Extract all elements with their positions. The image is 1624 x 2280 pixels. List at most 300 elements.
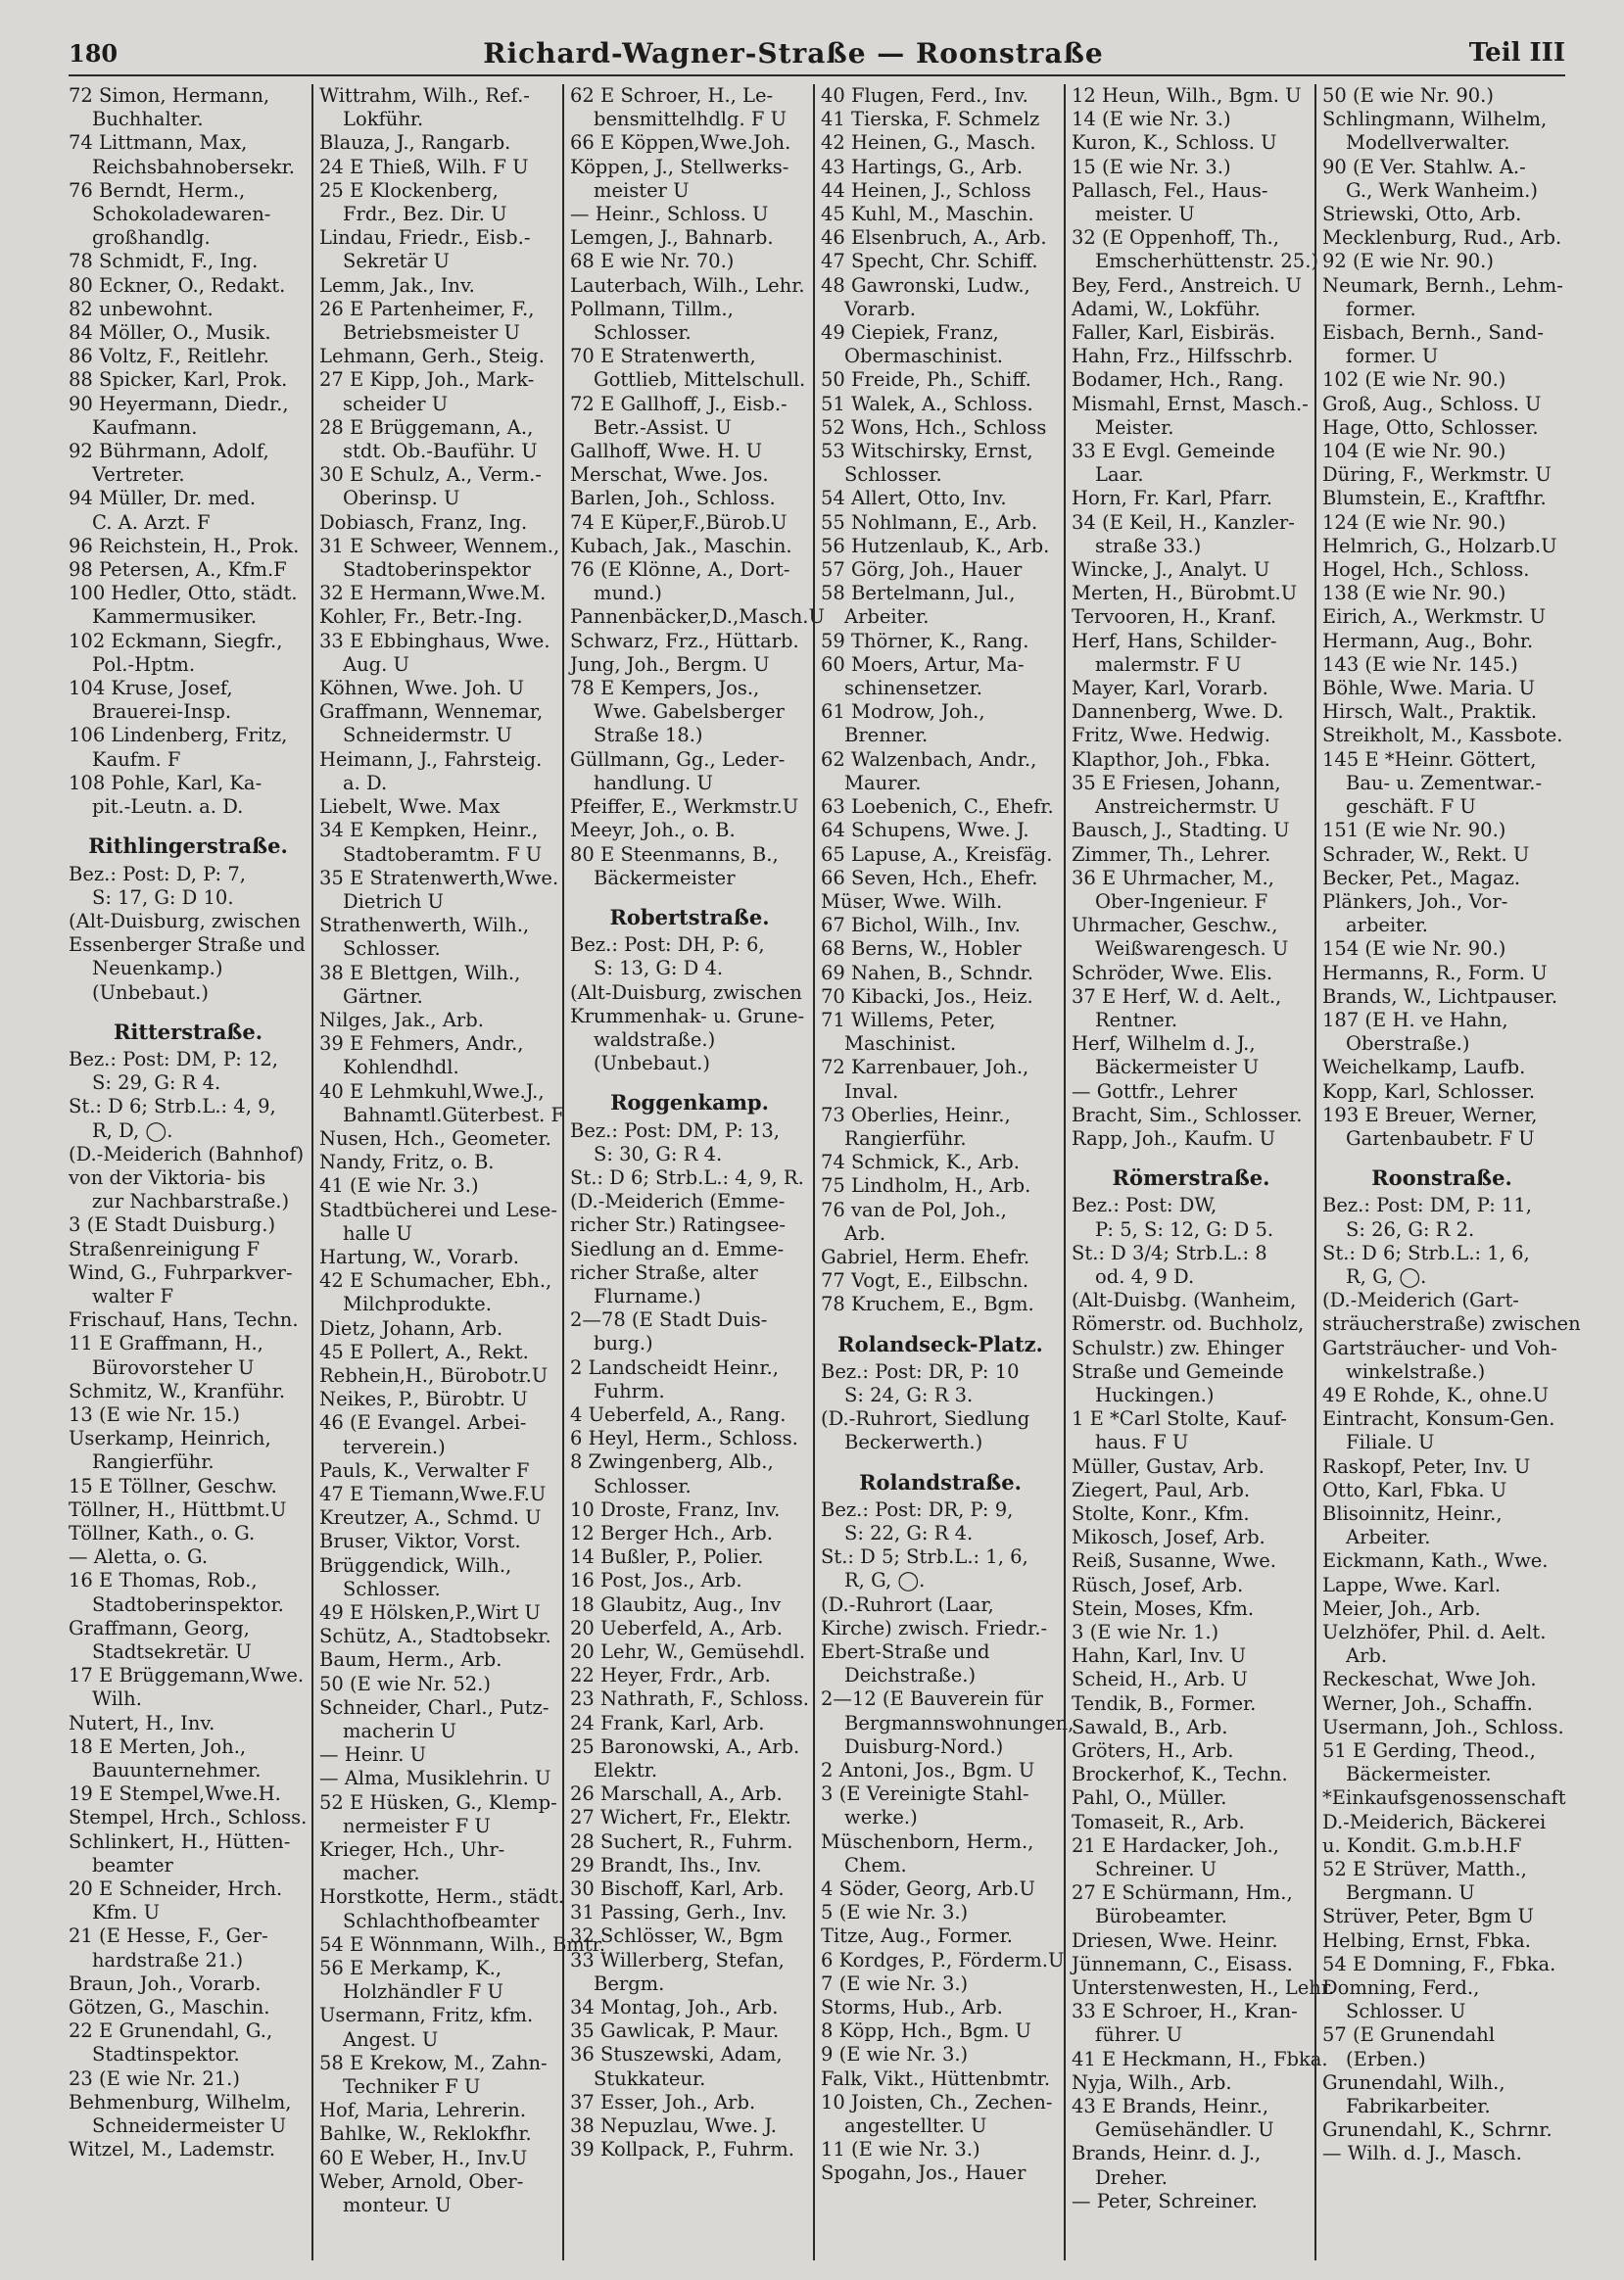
column-6 bbox=[1314, 84, 1581, 2260]
directory-entry: Maschinist. bbox=[844, 1032, 957, 1056]
directory-entry: 36 E Uhrmacher, M., bbox=[1072, 866, 1274, 889]
directory-entry: 32 Schlösser, W., Bgm bbox=[570, 1924, 784, 1948]
directory-entry: Mikosch, Josef, Arb. bbox=[1072, 1526, 1266, 1549]
directory-entry: St.: D 5; Strb.L.: 1, 6, bbox=[821, 1545, 1028, 1569]
directory-entry: 35 E Stratenwerth,Wwe. bbox=[319, 866, 559, 889]
directory-entry: 46 (E Evangel. Arbei- bbox=[319, 1411, 527, 1435]
directory-entry: 78 Kruchem, E., Bgm. bbox=[821, 1293, 1034, 1316]
directory-entry: 27 E Kipp, Joh., Mark- bbox=[319, 368, 535, 392]
directory-entry: 108 Pohle, Karl, Ka- bbox=[69, 771, 263, 794]
directory-entry: 60 Moers, Artur, Ma- bbox=[821, 652, 1025, 676]
directory-entry: Mayer, Karl, Vorarb. bbox=[1072, 677, 1268, 700]
directory-entry: Kirche) zwisch. Friedr.- bbox=[821, 1616, 1048, 1639]
directory-entry: Titze, Aug., Former. bbox=[821, 1924, 1013, 1948]
directory-entry: Frischauf, Hans, Techn. bbox=[69, 1308, 299, 1332]
directory-entry: 11 E Graffmann, H., bbox=[69, 1332, 263, 1355]
directory-entry: G., Werk Wanheim.) bbox=[1346, 178, 1538, 202]
directory-entry: Hermanns, R., Form. U bbox=[1322, 961, 1548, 984]
directory-entry: 62 E Schroer, H., Le- bbox=[570, 84, 774, 107]
directory-entry: 68 E wie Nr. 70.) bbox=[570, 250, 735, 273]
directory-entry: Merschat, Wwe. Jos. bbox=[570, 463, 769, 487]
directory-entry: Schlosser. bbox=[594, 321, 692, 345]
directory-entry: 11 (E wie Nr. 3.) bbox=[821, 2138, 980, 2161]
directory-entry: 66 E Köppen,Wwe.Joh. bbox=[570, 131, 791, 155]
directory-entry: Chem. bbox=[844, 1853, 907, 1876]
directory-entry: Gärtner. bbox=[343, 984, 423, 1008]
directory-entry: Tendik, B., Former. bbox=[1072, 1691, 1257, 1715]
directory-entry: 49 E Hölsken,P.,Wirt U bbox=[319, 1601, 541, 1624]
directory-entry: Rentner. bbox=[1095, 1008, 1178, 1031]
directory-entry: — Peter, Schreiner. bbox=[1072, 2189, 1258, 2212]
directory-entry: 33 E Schroer, H., Kran- bbox=[1072, 2000, 1298, 2023]
directory-entry: 50 (E wie Nr. 90.) bbox=[1322, 84, 1494, 107]
directory-entry: Rangierführ. bbox=[844, 1126, 967, 1150]
directory-entry: 46 Elsenbruch, A., Arb. bbox=[821, 226, 1047, 250]
directory-entry: führer. U bbox=[1095, 2023, 1183, 2047]
page-title: Richard-Wagner-Straße — Roonstraße bbox=[483, 36, 1104, 70]
directory-entry: Stempel, Hrch., Schloss. bbox=[69, 1806, 308, 1829]
directory-entry: — Heinr. U bbox=[319, 1743, 427, 1767]
directory-entry: Schlosser. bbox=[594, 1474, 692, 1497]
directory-entry: 5 (E wie Nr. 3.) bbox=[821, 1901, 969, 1924]
directory-entry: Uelzhöfer, Phil. d. Aelt. bbox=[1322, 1621, 1547, 1643]
directory-entry: 51 E Gerding, Theod., bbox=[1322, 1739, 1536, 1763]
directory-entry: Brauerei-Insp. bbox=[92, 700, 232, 724]
directory-entry: Tervooren, H., Kranf. bbox=[1072, 605, 1277, 629]
directory-entry: Fritz, Wwe. Hedwig. bbox=[1072, 724, 1270, 747]
directory-entry: Gallhoff, Wwe. H. U bbox=[570, 440, 763, 463]
directory-entry: 94 Müller, Dr. med. bbox=[69, 487, 257, 510]
directory-entry: Striewski, Otto, Arb. bbox=[1322, 203, 1522, 226]
column-5 bbox=[1064, 84, 1335, 2260]
directory-entry: Heimann, J., Fahrsteig. bbox=[319, 747, 543, 771]
directory-entry: 77 Vogt, E., Eilbschn. bbox=[821, 1269, 1029, 1293]
directory-entry: former. bbox=[1346, 297, 1416, 320]
directory-entry: Ziegert, Paul, Arb. bbox=[1072, 1478, 1251, 1501]
directory-entry: Wilh. bbox=[92, 1687, 142, 1711]
directory-entry: Faller, Karl, Eisbiräs. bbox=[1072, 321, 1275, 345]
directory-entry: Bergm. bbox=[594, 1971, 665, 1995]
directory-entry: 41 (E wie Nr. 3.) bbox=[319, 1174, 479, 1198]
directory-entry: Schlingmann, Wilhelm, bbox=[1322, 108, 1548, 131]
directory-entry: S: 26, G: R 2. bbox=[1346, 1217, 1475, 1241]
directory-entry: 138 (E wie Nr. 90.) bbox=[1322, 582, 1506, 605]
directory-entry: Stadtoberinspektor bbox=[343, 558, 531, 582]
directory-entry: Emscherhüttenstr. 25.) bbox=[1095, 250, 1319, 273]
directory-entry: richer Straße, alter bbox=[570, 1260, 758, 1284]
directory-entry: Hermann, Aug., Bohr. bbox=[1322, 629, 1534, 652]
directory-entry: Wind, G., Fuhrparkver- bbox=[69, 1260, 293, 1284]
directory-entry: 32 E Hermann,Wwe.M. bbox=[319, 582, 547, 605]
directory-entry: Kohler, Fr., Betr.-Ing. bbox=[319, 605, 523, 629]
directory-entry: Holzhändler F U bbox=[343, 1980, 503, 2004]
directory-entry: Jung, Joh., Bergm. U bbox=[570, 652, 770, 676]
directory-entry: 187 (E H. ve Hahn, bbox=[1322, 1008, 1508, 1031]
directory-entry: Meier, Joh., Arb. bbox=[1322, 1596, 1481, 1620]
directory-entry: Nyja, Wilh., Arb. bbox=[1072, 2070, 1232, 2094]
directory-entry: Frdr., Bez. Dir. U bbox=[343, 203, 507, 226]
directory-entry: 86 Voltz, F., Reitlehr. bbox=[69, 345, 269, 368]
directory-entry: Streikholt, M., Kassbote. bbox=[1322, 724, 1563, 747]
directory-entry: 90 Heyermann, Diedr., bbox=[69, 392, 289, 415]
directory-entry: Becker, Pet., Magaz. bbox=[1322, 866, 1521, 889]
directory-entry: St.: D 6; Strb.L.: 1, 6, bbox=[1322, 1241, 1530, 1264]
directory-entry: 64 Schupens, Wwe. J. bbox=[821, 819, 1029, 842]
directory-entry: 72 E Gallhoff, J., Eisb.- bbox=[570, 392, 788, 415]
directory-entry: Horstkotte, Herm., städt. bbox=[319, 1885, 565, 1909]
directory-entry: Vertreter. bbox=[92, 463, 185, 487]
column-3 bbox=[562, 84, 825, 2260]
directory-entry: 15 E Töllner, Geschw. bbox=[69, 1474, 277, 1497]
directory-entry: Nutert, H., Inv. bbox=[69, 1711, 215, 1734]
part-label: Teil III bbox=[1468, 38, 1565, 68]
directory-entry: 100 Hedler, Otto, städt. bbox=[69, 582, 298, 605]
directory-entry: 18 E Merten, Joh., bbox=[69, 1734, 247, 1758]
directory-entry: Stukkateur. bbox=[594, 2066, 706, 2090]
directory-entry: Böhle, Wwe. Maria. U bbox=[1322, 677, 1536, 700]
directory-entry: Baum, Herm., Arb. bbox=[319, 1648, 502, 1672]
directory-entry: Blumstein, E., Kraftfhr. bbox=[1322, 487, 1547, 510]
directory-entry: Bey, Ferd., Anstreich. U bbox=[1072, 273, 1302, 297]
directory-entry: Düring, F., Werkmstr. U bbox=[1322, 463, 1552, 487]
directory-entry: Kammermusiker. bbox=[92, 605, 258, 629]
directory-entry: Stadtoberinspektor. bbox=[92, 1592, 284, 1616]
directory-entry: pit.-Leutn. a. D. bbox=[92, 795, 244, 819]
directory-entry: Meeyr, Joh., o. B. bbox=[570, 819, 736, 842]
directory-entry: (Alt-Duisburg, zwischen bbox=[570, 980, 802, 1004]
directory-entry: Fabrikarbeiter. bbox=[1346, 2095, 1491, 2118]
directory-entry: Strathenwerth, Wilh., bbox=[319, 914, 530, 937]
directory-entry: Kopp, Karl, Schlosser. bbox=[1322, 1079, 1536, 1103]
directory-entry: Adami, W., Lokführ. bbox=[1072, 297, 1261, 320]
directory-entry: Straßenreinigung F bbox=[69, 1237, 260, 1260]
directory-entry: bensmittelhdlg. F U bbox=[594, 108, 788, 131]
directory-entry: geschäft. F U bbox=[1346, 795, 1476, 819]
directory-entry: 21 (E Hesse, F., Ger- bbox=[69, 1924, 268, 1948]
directory-entry: 71 Willems, Peter, bbox=[821, 1008, 996, 1031]
directory-entry: 15 (E wie Nr. 3.) bbox=[1072, 155, 1231, 178]
directory-entry: a. D. bbox=[343, 771, 388, 794]
directory-entry: 21 E Hardacker, Joh., bbox=[1072, 1833, 1279, 1857]
directory-entry: Jünnemann, C., Eisass. bbox=[1072, 1952, 1293, 1975]
directory-entry: 51 Walek, A., Schloss. bbox=[821, 392, 1033, 415]
directory-entry: 34 E Kempken, Heinr., bbox=[319, 819, 539, 842]
directory-entry: Modellverwalter. bbox=[1346, 131, 1510, 155]
directory-entry: malermstr. F U bbox=[1095, 652, 1242, 676]
directory-entry: 33 Willerberg, Stefan, bbox=[570, 1948, 785, 1971]
directory-entry: Kaufmann. bbox=[92, 415, 198, 439]
directory-entry: 20 Ueberfeld, A., Arb. bbox=[570, 1616, 783, 1639]
directory-entry: Graffmann, Georg, bbox=[69, 1616, 250, 1639]
directory-entry: (D.-Ruhrort (Laar, bbox=[821, 1592, 994, 1616]
directory-entry: Mismahl, Ernst, Masch.- bbox=[1072, 392, 1309, 415]
directory-entry: meister U bbox=[594, 178, 690, 202]
page-header bbox=[69, 31, 1565, 76]
directory-entry: 22 Heyer, Frdr., Arb. bbox=[570, 1664, 771, 1687]
directory-entry: Bäckermeister U bbox=[1095, 1056, 1260, 1079]
directory-entry: Dietz, Johann, Arb. bbox=[319, 1316, 503, 1340]
directory-entry: Hahn, Karl, Inv. U bbox=[1072, 1644, 1247, 1668]
directory-entry: Dobiasch, Franz, Ing. bbox=[319, 510, 528, 534]
directory-entry: Lehmann, Gerh., Steig. bbox=[319, 345, 545, 368]
street-heading: Ritterstraße. bbox=[113, 1019, 263, 1044]
directory-entry: Techniker F U bbox=[343, 2075, 481, 2099]
directory-entry: Schneidermstr. U bbox=[343, 724, 512, 747]
directory-entry: 33 E Ebbinghaus, Wwe. bbox=[319, 629, 550, 652]
directory-entry: Neuenkamp.) bbox=[92, 957, 223, 980]
directory-entry: 49 Ciepiek, Franz, bbox=[821, 321, 999, 345]
directory-entry: Kfm. U bbox=[92, 1901, 161, 1924]
directory-entry: Plänkers, Joh., Vor- bbox=[1322, 889, 1508, 913]
directory-entry: Bauunternehmer. bbox=[92, 1759, 262, 1782]
directory-entry: Flurname.) bbox=[594, 1284, 701, 1307]
directory-entry: 8 Köpp, Hch., Bgm. U bbox=[821, 2019, 1031, 2043]
directory-entry: 62 Walzenbach, Andr., bbox=[821, 747, 1037, 771]
directory-entry: Dietrich U bbox=[343, 889, 444, 913]
directory-entry: Kuron, K., Schloss. U bbox=[1072, 131, 1277, 155]
directory-entry: 24 E Thieß, Wilh. F U bbox=[319, 155, 529, 178]
directory-entry: 30 Bischoff, Karl, Arb. bbox=[570, 1877, 785, 1901]
directory-entry: 50 Freide, Ph., Schiff. bbox=[821, 368, 1031, 392]
directory-entry: Brands, W., Lichtpauser. bbox=[1322, 984, 1558, 1008]
directory-entry: 104 (E wie Nr. 90.) bbox=[1322, 440, 1506, 463]
directory-entry: Ober-Ingenieur. F bbox=[1095, 889, 1268, 913]
directory-entry: 27 E Schürmann, Hm., bbox=[1072, 1881, 1293, 1905]
directory-entry: Duisburg-Nord.) bbox=[844, 1734, 1004, 1758]
directory-entry: Uhrmacher, Geschw., bbox=[1072, 914, 1278, 937]
directory-entry: Userkamp, Heinrich, bbox=[69, 1427, 271, 1450]
directory-entry: 76 van de Pol, Joh., bbox=[821, 1198, 1007, 1221]
directory-entry: 37 E Herf, W. d. Aelt., bbox=[1072, 984, 1282, 1008]
directory-entry: Scheid, H., Arb. U bbox=[1072, 1668, 1248, 1691]
directory-entry: Hirsch, Walt., Praktik. bbox=[1322, 700, 1538, 724]
directory-entry: — Aletta, o. G. bbox=[69, 1545, 209, 1569]
directory-entry: Kaufm. F bbox=[92, 747, 181, 771]
directory-entry: Bau- u. Zementwar.- bbox=[1346, 771, 1543, 794]
directory-entry: Herf, Hans, Schilder- bbox=[1072, 629, 1277, 652]
directory-entry: Pol.-Hptm. bbox=[92, 652, 196, 676]
directory-entry: winkelstraße.) bbox=[1346, 1359, 1486, 1383]
directory-entry: Gabriel, Herm. Ehefr. bbox=[821, 1245, 1030, 1268]
directory-entry: Bodamer, Hch., Rang. bbox=[1072, 368, 1284, 392]
directory-entry: 45 E Pollert, A., Rekt. bbox=[319, 1340, 529, 1363]
directory-entry: Eirich, A., Werkmstr. U bbox=[1322, 605, 1547, 629]
directory-entry: Brenner. bbox=[844, 724, 929, 747]
directory-entry: 73 Oberlies, Heinr., bbox=[821, 1103, 1011, 1126]
directory-entry: 34 (E Keil, H., Kanzler- bbox=[1072, 510, 1295, 534]
directory-entry: 47 Specht, Chr. Schiff. bbox=[821, 250, 1038, 273]
directory-entry: 58 Bertelmann, Jul., bbox=[821, 582, 1016, 605]
directory-entry: Schulstr.) zw. Ehinger bbox=[1072, 1336, 1284, 1359]
directory-entry: werke.) bbox=[844, 1806, 918, 1829]
directory-entry: 92 Bührmann, Adolf, bbox=[69, 440, 269, 463]
directory-entry: Siedlung an d. Emme- bbox=[570, 1237, 785, 1260]
directory-entry: R, G, ◯. bbox=[1346, 1264, 1427, 1288]
directory-entry: 76 Berndt, Herm., bbox=[69, 178, 246, 202]
directory-entry: Schlosser. U bbox=[1346, 2000, 1466, 2023]
directory-entry: 68 Berns, W., Hobler bbox=[821, 937, 1022, 961]
directory-entry: 40 E Lehmkuhl,Wwe.J., bbox=[319, 1079, 545, 1103]
directory-entry: S: 29, G: R 4. bbox=[92, 1071, 221, 1095]
directory-entry: Gemüsehändler. U bbox=[1095, 2118, 1274, 2142]
directory-entry: Hahn, Frz., Hilfsschrb. bbox=[1072, 345, 1294, 368]
directory-entry: straße 33.) bbox=[1095, 534, 1202, 557]
directory-entry: 154 (E wie Nr. 90.) bbox=[1322, 937, 1506, 961]
directory-entry: Eickmann, Kath., Wwe. bbox=[1322, 1549, 1549, 1573]
directory-entry: 38 Nepuzlau, Wwe. J. bbox=[570, 2114, 777, 2138]
directory-entry: Weißwarengesch. U bbox=[1095, 937, 1289, 961]
directory-entry: R, G, ◯. bbox=[844, 1569, 926, 1592]
directory-entry: Milchprodukte. bbox=[343, 1293, 492, 1316]
directory-entry: Lemm, Jak., Inv. bbox=[319, 273, 475, 297]
directory-entry: 102 (E wie Nr. 90.) bbox=[1322, 368, 1506, 392]
directory-entry: 80 Eckner, O., Redakt. bbox=[69, 273, 286, 297]
directory-entry: Bergmann. U bbox=[1346, 1881, 1475, 1905]
directory-entry: Pfeiffer, E., Werkmstr.U bbox=[570, 795, 799, 819]
directory-entry: *Einkaufsgenossenschaft bbox=[1322, 1786, 1566, 1810]
directory-entry: 52 E Hüsken, G., Klemp- bbox=[319, 1790, 557, 1814]
directory-entry: 65 Lapuse, A., Kreisfäg. bbox=[821, 842, 1053, 866]
directory-entry: Bahnamtl.Güterbest. F bbox=[343, 1103, 565, 1126]
directory-entry: nermeister F U bbox=[343, 1814, 491, 1837]
directory-entry: Schlosser. bbox=[343, 1577, 441, 1600]
directory-entry: 36 Stuszewski, Adam, bbox=[570, 2043, 783, 2066]
directory-entry: Grunendahl, Wilh., bbox=[1322, 2070, 1505, 2094]
directory-entry: Götzen, G., Maschin. bbox=[69, 1996, 270, 2019]
street-heading: Römerstraße. bbox=[1112, 1165, 1270, 1191]
directory-entry: Tomaseit, R., Arb. bbox=[1072, 1810, 1245, 1833]
directory-entry: Rüsch, Josef, Arb. bbox=[1072, 1573, 1244, 1596]
directory-entry: S: 22, G: R 4. bbox=[844, 1521, 974, 1544]
directory-entry: St.: D 6; Strb.L.: 4, 9, bbox=[69, 1095, 276, 1118]
directory-entry: 96 Reichstein, H., Prok. bbox=[69, 534, 300, 557]
directory-entry: — Heinr., Schloss. U bbox=[570, 203, 769, 226]
directory-entry: Vorarb. bbox=[844, 297, 916, 320]
directory-entry: Brüggendick, Wilh., bbox=[319, 1553, 512, 1577]
directory-entry: 30 E Schulz, A., Verm.- bbox=[319, 463, 542, 487]
directory-entry: Witzel, M., Lademstr. bbox=[69, 2138, 276, 2161]
directory-entry: (Alt-Duisbg. (Wanheim, bbox=[1072, 1289, 1297, 1312]
directory-entry: 41 Tierska, F. Schmelz bbox=[821, 108, 1040, 131]
directory-entry: (D.-Meiderich (Gart- bbox=[1322, 1289, 1519, 1312]
directory-entry: 72 Karrenbauer, Joh., bbox=[821, 1056, 1029, 1079]
directory-entry: Herf, Wilhelm d. J., bbox=[1072, 1032, 1256, 1056]
directory-entry: 74 Littmann, Max, bbox=[69, 131, 248, 155]
street-heading: Roggenkamp. bbox=[610, 1090, 769, 1116]
directory-entry: 20 E Schneider, Hrch. bbox=[69, 1877, 283, 1901]
directory-entry: 52 Wons, Hch., Schloss bbox=[821, 415, 1047, 439]
directory-entry: Elektr. bbox=[594, 1759, 658, 1782]
directory-entry: Rebhein,H., Bürobotr.U bbox=[319, 1363, 549, 1387]
street-heading: Rithlingerstraße. bbox=[88, 833, 288, 859]
directory-entry: 32 (E Oppenhoff, Th., bbox=[1072, 226, 1279, 250]
directory-entry: — Alma, Musiklehrin. U bbox=[319, 1767, 551, 1790]
directory-entry: Schütz, A., Stadtobsekr. bbox=[319, 1625, 551, 1648]
street-heading: Robertstraße. bbox=[609, 904, 770, 929]
directory-entry: waldstraße.) bbox=[594, 1027, 716, 1051]
directory-entry: Bahlke, W., Reklokfhr. bbox=[319, 2122, 532, 2146]
directory-entry: Bez.: Post: DW, bbox=[1072, 1194, 1218, 1217]
directory-entry: 25 Baronowski, A., Arb. bbox=[570, 1734, 800, 1758]
directory-entry: 124 (E wie Nr. 90.) bbox=[1322, 510, 1506, 534]
directory-entry: 17 E Brüggemann,Wwe. bbox=[69, 1664, 305, 1687]
directory-columns bbox=[69, 84, 1581, 2260]
directory-entry: 9 (E wie Nr. 3.) bbox=[821, 2043, 969, 2066]
directory-entry: 72 Simon, Hermann, bbox=[69, 84, 270, 107]
directory-entry: 67 Bichol, Wilh., Inv. bbox=[821, 914, 1021, 937]
directory-entry: 54 E Domning, F., Fbka. bbox=[1322, 1952, 1556, 1975]
directory-entry: beamter bbox=[92, 1853, 173, 1876]
directory-entry: 28 E Brüggemann, A., bbox=[319, 415, 534, 439]
directory-entry: (D.-Meiderich (Emme- bbox=[570, 1190, 786, 1213]
directory-entry: Gottlieb, Mittelschull. bbox=[594, 368, 806, 392]
directory-entry: 84 Möller, O., Musik. bbox=[69, 321, 271, 345]
directory-entry: Kubach, Jak., Maschin. bbox=[570, 534, 792, 557]
directory-entry: 76 (E Klönne, A., Dort- bbox=[570, 558, 790, 582]
directory-entry: Nandy, Fritz, o. B. bbox=[319, 1151, 495, 1174]
directory-entry: Horn, Fr. Karl, Pfarr. bbox=[1072, 487, 1272, 510]
directory-entry: 55 Nohlmann, E., Arb. bbox=[821, 510, 1038, 534]
directory-entry: Domning, Ferd., bbox=[1322, 1976, 1480, 2000]
directory-entry: Brockerhof, K., Techn. bbox=[1072, 1763, 1288, 1786]
directory-entry: u. Kondit. G.m.b.H.F bbox=[1322, 1833, 1522, 1857]
directory-entry: 31 Passing, Gerh., Inv. bbox=[570, 1901, 788, 1924]
directory-entry: 7 (E wie Nr. 3.) bbox=[821, 1971, 969, 1995]
street-heading: Roonstraße. bbox=[1371, 1165, 1512, 1191]
directory-entry: 12 Heun, Wilh., Bgm. U bbox=[1072, 84, 1302, 107]
directory-entry: Bürobeamter. bbox=[1095, 1905, 1227, 1928]
directory-entry: Barlen, Joh., Schloss. bbox=[570, 487, 776, 510]
directory-entry: Pauls, K., Verwalter F bbox=[319, 1458, 530, 1482]
directory-entry: Straße 18.) bbox=[594, 724, 703, 747]
directory-entry: Lauterbach, Wilh., Lehr. bbox=[570, 273, 805, 297]
directory-entry: Betr.-Assist. U bbox=[594, 415, 732, 439]
directory-entry: Reiß, Susanne, Wwe. bbox=[1072, 1549, 1276, 1573]
directory-entry: 24 Frank, Karl, Arb. bbox=[570, 1711, 765, 1734]
directory-entry: 6 Heyl, Herm., Schloss. bbox=[570, 1427, 798, 1450]
directory-entry: 4 Ueberfeld, A., Rang. bbox=[570, 1402, 787, 1426]
directory-entry: 70 Kibacki, Jos., Heiz. bbox=[821, 984, 1033, 1008]
directory-entry: C. A. Arzt. F bbox=[92, 510, 211, 534]
directory-entry: 80 E Steenmanns, B., bbox=[570, 842, 779, 866]
directory-entry: 16 Post, Jos., Arb. bbox=[570, 1569, 742, 1592]
directory-entry: Wwe. Gabelsberger bbox=[594, 700, 785, 724]
directory-entry: 35 Gawlicak, P. Maur. bbox=[570, 2019, 780, 2043]
directory-entry: Bergmannswohnungen, bbox=[844, 1711, 1075, 1734]
directory-entry: Lokführ. bbox=[343, 108, 424, 131]
directory-entry: Güllmann, Gg., Leder- bbox=[570, 747, 786, 771]
directory-entry: Blisoinnitz, Heinr., bbox=[1322, 1501, 1503, 1525]
directory-entry: Mecklenburg, Rud., Arb. bbox=[1322, 226, 1562, 250]
directory-entry: Graffmann, Wennemar, bbox=[319, 700, 544, 724]
directory-entry: 104 Kruse, Josef, bbox=[69, 677, 233, 700]
column-2 bbox=[311, 84, 606, 2260]
directory-entry: Schlachthofbeamter bbox=[343, 1909, 540, 1932]
directory-entry: Sawald, B., Arb. bbox=[1072, 1715, 1228, 1738]
directory-entry: großhandlg. bbox=[92, 226, 211, 250]
directory-entry: Braun, Joh., Vorarb. bbox=[69, 1971, 262, 1995]
directory-entry: monteur. U bbox=[343, 2194, 452, 2217]
directory-entry: Schlinkert, H., Hütten- bbox=[69, 1829, 291, 1853]
directory-entry: Bez.: Post: DM, P: 11, bbox=[1322, 1194, 1532, 1217]
directory-entry: Bez.: Post: DM, P: 13, bbox=[570, 1118, 780, 1142]
directory-entry: Aug. U bbox=[343, 652, 409, 676]
directory-entry: Blauza, J., Rangarb. bbox=[319, 131, 511, 155]
directory-entry: R, D, ◯. bbox=[92, 1118, 173, 1142]
directory-entry: Töllner, H., Hüttbmt.U bbox=[69, 1497, 287, 1521]
directory-entry: 98 Petersen, A., Kfm.F bbox=[69, 558, 287, 582]
directory-entry: Groß, Aug., Schloss. U bbox=[1322, 392, 1542, 415]
